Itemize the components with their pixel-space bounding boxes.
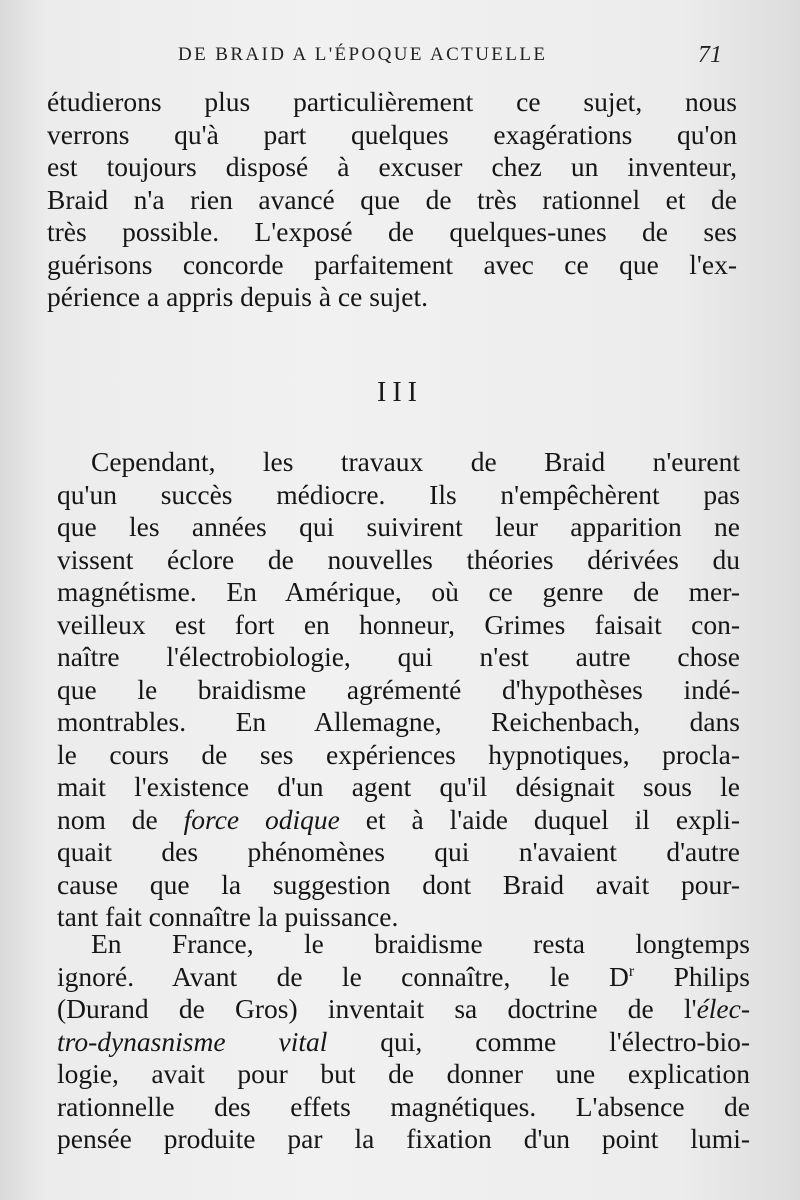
text-line: vissent éclore de nouvelles théories dérivées du xyxy=(57,543,740,575)
text-line: que les années qui suivirent leur apparition ne xyxy=(57,511,740,542)
paragraph-2 xyxy=(57,446,740,934)
text-line: étudierons plus particulièrement ce sujet, nous xyxy=(47,86,737,117)
italic-term: élec- xyxy=(696,993,750,1024)
text-line: périence a appris depuis à ce sujet. xyxy=(47,281,429,312)
text-line: naître l'électrobiologie, qui n'est autre chose xyxy=(57,641,740,672)
text-run: qui, comme l'électro-bio- xyxy=(327,1025,750,1057)
text-line: cause que la suggestion dont Braid avait pour- xyxy=(57,868,740,900)
text-line: pensée produite par la fixation d'un point lumi- xyxy=(57,1123,750,1154)
italic-term: force odique xyxy=(183,803,340,835)
text-line: logie, avait pour but de donner une explication xyxy=(57,1058,750,1089)
section-heading: III xyxy=(377,377,423,408)
text-line: que le braidisme agrémenté d'hypothèses indé- xyxy=(57,673,740,705)
text-run: Philips xyxy=(634,960,750,992)
text-line: Cependant, les travaux de Braid n'eurent xyxy=(91,446,740,477)
text-line: très possible. L'exposé de quelques-unes de ses xyxy=(47,216,737,247)
text-line xyxy=(57,1026,750,1059)
text-line: quait des phénomènes qui n'avaient d'autre xyxy=(57,836,740,867)
text-line: magnétisme. En Amérique, où ce genre de mer- xyxy=(57,576,740,607)
page-number: 71 xyxy=(698,42,722,68)
text-line: montrables. En Allemagne, Reichenbach, dans xyxy=(57,706,740,737)
text-run: (Durand de Gros) inventait sa doctrine de l' xyxy=(57,993,697,1024)
text-line: le cours de ses expériences hypnotiques, procla- xyxy=(57,738,740,770)
text-run: ignoré. Avant de le connaître, le D xyxy=(57,960,629,992)
page-header xyxy=(0,44,800,74)
text-line: est toujours disposé à excuser chez un inventeur, xyxy=(47,151,737,182)
text-run: nom de xyxy=(57,803,184,835)
text-run: et à l'aide duquel il expli- xyxy=(339,803,740,835)
text-line: tant fait connaître la puissance. xyxy=(57,901,399,932)
text-line: guérisons concorde parfaitement avec ce que l'ex- xyxy=(47,248,737,280)
italic-term: tro-dynasnisme vital xyxy=(57,1025,328,1057)
text-line: En France, le braidisme resta longtemps xyxy=(91,928,750,959)
text-line xyxy=(57,961,750,994)
text-line xyxy=(57,804,740,837)
paragraph-1 xyxy=(47,86,737,314)
text-line: Braid n'a rien avancé que de très rationnel et de xyxy=(47,183,737,215)
text-line: qu'un succès médiocre. Ils n'empêchèrent pas xyxy=(57,478,740,510)
running-title: DE BRAID A L'ÉPOQUE ACTUELLE xyxy=(178,44,548,65)
text-line: veilleux est fort en honneur, Grimes faisait con- xyxy=(57,608,740,640)
text-line: mait l'existence d'un agent qu'il désignait sous le xyxy=(57,771,740,802)
text-line: verrons qu'à part quelques exagérations qu'on xyxy=(47,118,737,150)
paragraph-3 xyxy=(57,928,750,1156)
text-line: rationnelle des effets magnétiques. L'absence de xyxy=(57,1090,750,1122)
superscript: r xyxy=(628,962,635,980)
text-line xyxy=(57,993,750,1026)
